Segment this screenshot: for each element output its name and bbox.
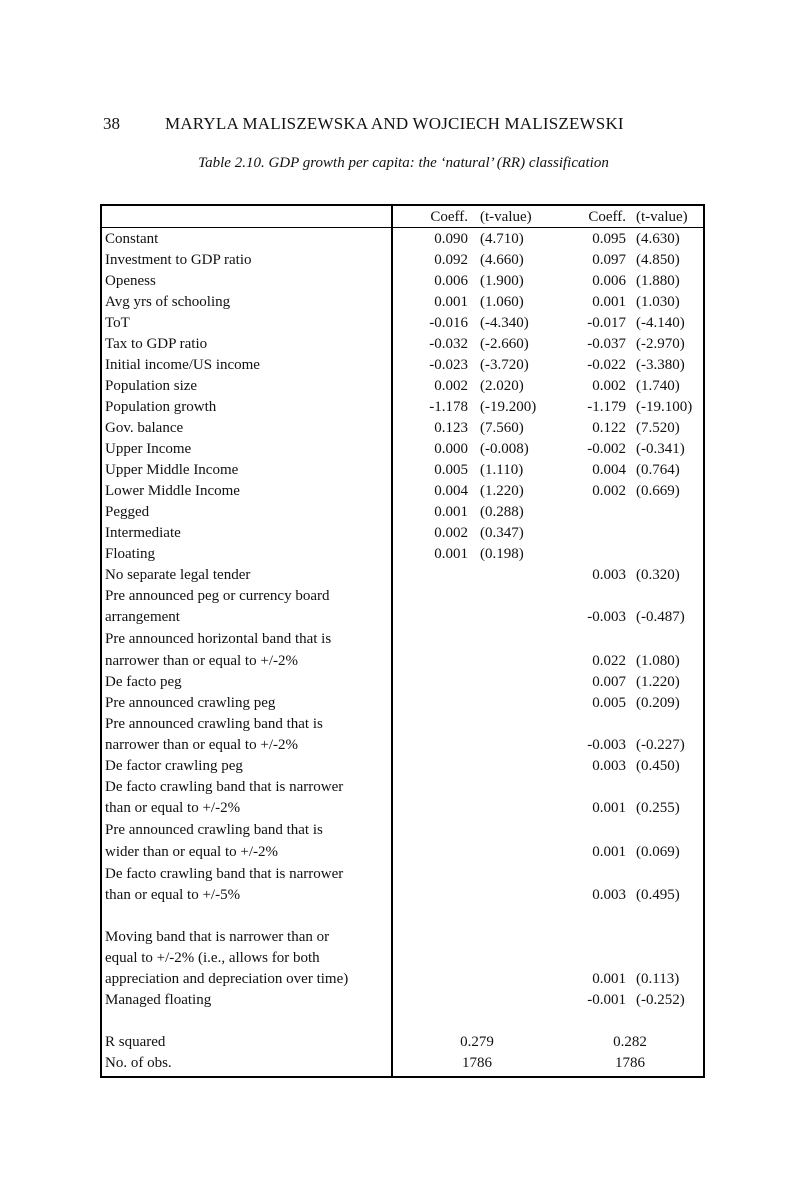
row-label: Pre announced peg or currency board: [105, 588, 330, 604]
row-label: De facto crawling band that is narrower: [105, 779, 344, 795]
tvalue-cell-1: (-3.720): [480, 357, 529, 373]
table-row: [102, 483, 703, 504]
coeff-cell-2: 0.007: [592, 674, 626, 690]
table-row: [102, 971, 703, 992]
table-row: [102, 653, 703, 674]
row-label: Pre announced crawling band that is: [105, 822, 323, 838]
regression-table: [100, 204, 705, 1078]
table-row: [102, 866, 703, 887]
table-row: [102, 546, 703, 567]
coeff-cell-1: -0.016: [429, 315, 468, 331]
stat-label: R squared: [105, 1034, 166, 1050]
coeff-cell-2: 0.122: [592, 420, 626, 436]
stats-row: [102, 1055, 703, 1076]
col-header-coeff-1: Coeff.: [430, 209, 468, 225]
table-row: [102, 631, 703, 652]
stats-row: [102, 1034, 703, 1055]
tvalue-cell-2: (1.030): [636, 294, 680, 310]
table-row: [102, 336, 703, 357]
coeff-cell-1: 0.092: [434, 252, 468, 268]
tvalue-cell-2: (-19.100): [636, 399, 693, 415]
row-label: Investment to GDP ratio: [105, 252, 252, 268]
coeff-cell-1: 0.123: [434, 420, 468, 436]
table-row: [102, 992, 703, 1013]
table-row: [102, 420, 703, 441]
tvalue-cell-2: (-0.487): [636, 609, 685, 625]
table-row: [102, 844, 703, 865]
running-title: MARYLA MALISZEWSKA AND WOJCIECH MALISZEWSKI: [165, 114, 624, 133]
tvalue-cell-2: (4.630): [636, 231, 680, 247]
row-label: Tax to GDP ratio: [105, 336, 208, 352]
coeff-cell-2: -0.017: [587, 315, 626, 331]
tvalue-cell-1: (-2.660): [480, 336, 529, 352]
tvalue-cell-1: (4.660): [480, 252, 524, 268]
coeff-cell-2: 0.022: [592, 653, 626, 669]
table-row: [102, 950, 703, 971]
tvalue-cell-2: (0.255): [636, 800, 680, 816]
row-label: Pre announced crawling peg: [105, 695, 276, 711]
row-label: than or equal to +/-2%: [105, 800, 241, 816]
row-label: Managed floating: [105, 992, 212, 1008]
coeff-cell-1: -0.032: [429, 336, 468, 352]
tvalue-cell-2: (1.740): [636, 378, 680, 394]
row-label: Population size: [105, 378, 198, 394]
tvalue-cell-2: (0.764): [636, 462, 680, 478]
tvalue-cell-2: (4.850): [636, 252, 680, 268]
tvalue-cell-2: (1.880): [636, 273, 680, 289]
tvalue-cell-2: (0.450): [636, 758, 680, 774]
coeff-cell-1: 0.005: [434, 462, 468, 478]
table-row: [102, 737, 703, 758]
table-row: [102, 567, 703, 588]
coeff-cell-2: 0.005: [592, 695, 626, 711]
tvalue-cell-2: (0.209): [636, 695, 680, 711]
table-row: [102, 779, 703, 800]
page-number: 38: [103, 114, 120, 133]
tvalue-cell-1: (7.560): [480, 420, 524, 436]
row-label: Intermediate: [105, 525, 181, 541]
tvalue-cell-2: (0.320): [636, 567, 680, 583]
table-row: [102, 588, 703, 609]
row-label: Floating: [105, 546, 156, 562]
table-row: [102, 231, 703, 252]
tvalue-cell-2: (-2.970): [636, 336, 685, 352]
tvalue-cell-2: (0.495): [636, 887, 680, 903]
col-header-tvalue-1: (t-value): [480, 209, 532, 225]
row-label: ToT: [105, 315, 130, 331]
table-caption: Table 2.10. GDP growth per capita: the ‘natural’ (RR) classification: [198, 155, 609, 171]
row-label: wider than or equal to +/-2%: [105, 844, 278, 860]
tvalue-cell-2: (1.220): [636, 674, 680, 690]
table-row: [102, 758, 703, 779]
table-row: [102, 800, 703, 821]
stat-value-1: 1786: [462, 1055, 492, 1071]
tvalue-cell-1: (4.710): [480, 231, 524, 247]
coeff-cell-2: -0.037: [587, 336, 626, 352]
coeff-cell-2: 0.003: [592, 567, 626, 583]
table-row: [102, 378, 703, 399]
coeff-cell-2: 0.002: [592, 378, 626, 394]
coeff-cell-2: 0.003: [592, 758, 626, 774]
table-row: [102, 357, 703, 378]
table-row: [102, 525, 703, 546]
row-label: Upper Middle Income: [105, 462, 239, 478]
table-row: [102, 441, 703, 462]
coeff-cell-1: -0.023: [429, 357, 468, 373]
tvalue-cell-1: (-19.200): [480, 399, 537, 415]
tvalue-cell-2: (-0.341): [636, 441, 685, 457]
row-label: Constant: [105, 231, 159, 247]
row-label: narrower than or equal to +/-2%: [105, 737, 298, 753]
coeff-cell-2: -0.022: [587, 357, 626, 373]
tvalue-cell-2: (1.080): [636, 653, 680, 669]
tvalue-cell-1: (2.020): [480, 378, 524, 394]
table-row: [102, 887, 703, 908]
coeff-cell-2: -0.001: [587, 992, 626, 1008]
row-label: Moving band that is narrower than or: [105, 929, 330, 945]
table-row: [102, 294, 703, 315]
stat-label: No. of obs.: [105, 1055, 172, 1071]
coeff-cell-2: 0.001: [592, 800, 626, 816]
tvalue-cell-1: (0.198): [480, 546, 524, 562]
coeff-cell-2: 0.001: [592, 844, 626, 860]
tvalue-cell-1: (-0.008): [480, 441, 529, 457]
table-row: [102, 716, 703, 737]
coeff-cell-2: 0.001: [592, 971, 626, 987]
row-label: Initial income/US income: [105, 357, 260, 373]
coeff-cell-1: 0.001: [434, 504, 468, 520]
table-row: [102, 315, 703, 336]
tvalue-cell-2: (-4.140): [636, 315, 685, 331]
tvalue-cell-2: (0.113): [636, 971, 680, 987]
row-label: Pre announced crawling band that is: [105, 716, 323, 732]
tvalue-cell-1: (0.347): [480, 525, 524, 541]
stat-value-2: 1786: [615, 1055, 645, 1071]
tvalue-cell-2: (0.069): [636, 844, 680, 860]
coeff-cell-1: 0.001: [434, 294, 468, 310]
coeff-cell-1: 0.090: [434, 231, 468, 247]
tvalue-cell-2: (0.669): [636, 483, 680, 499]
tvalue-cell-2: (-0.227): [636, 737, 685, 753]
stat-value-2: 0.282: [613, 1034, 647, 1050]
row-label: Openess: [105, 273, 156, 289]
tvalue-cell-2: (-3.380): [636, 357, 685, 373]
row-label: De facto peg: [105, 674, 182, 690]
running-header: [103, 114, 663, 138]
coeff-cell-2: 0.006: [592, 273, 626, 289]
tvalue-cell-1: (1.110): [480, 462, 524, 478]
coeff-cell-1: 0.002: [434, 525, 468, 541]
row-label: Gov. balance: [105, 420, 184, 436]
coeff-cell-2: 0.002: [592, 483, 626, 499]
coeff-cell-1: 0.006: [434, 273, 468, 289]
row-label: Pre announced horizontal band that is: [105, 631, 332, 647]
coeff-cell-1: -1.178: [429, 399, 468, 415]
coeff-cell-1: 0.000: [434, 441, 468, 457]
table-row: [102, 674, 703, 695]
tvalue-cell-1: (1.900): [480, 273, 524, 289]
coeff-cell-1: 0.004: [434, 483, 468, 499]
tvalue-cell-1: (-4.340): [480, 315, 529, 331]
stat-value-1: 0.279: [460, 1034, 494, 1050]
tvalue-cell-2: (7.520): [636, 420, 680, 436]
table-row: [102, 695, 703, 716]
row-label: Upper Income: [105, 441, 192, 457]
col-header-coeff-2: Coeff.: [588, 209, 626, 225]
coeff-cell-2: -1.179: [587, 399, 626, 415]
table-row: [102, 504, 703, 525]
coeff-cell-2: 0.003: [592, 887, 626, 903]
coeff-cell-2: 0.097: [592, 252, 626, 268]
table-row: [102, 609, 703, 630]
table-row: [102, 399, 703, 420]
coeff-cell-2: 0.004: [592, 462, 626, 478]
row-label: appreciation and depreciation over time): [105, 971, 349, 987]
coeff-cell-2: -0.003: [587, 609, 626, 625]
row-label: Avg yrs of schooling: [105, 294, 231, 310]
row-label: than or equal to +/-5%: [105, 887, 241, 903]
col-header-tvalue-2: (t-value): [636, 209, 688, 225]
row-label: Lower Middle Income: [105, 483, 240, 499]
tvalue-cell-1: (1.060): [480, 294, 524, 310]
coeff-cell-2: 0.095: [592, 231, 626, 247]
coeff-cell-2: -0.003: [587, 737, 626, 753]
table-row: [102, 462, 703, 483]
row-label: De facto crawling band that is narrower: [105, 866, 344, 882]
table-row: [102, 252, 703, 273]
table-row: [102, 929, 703, 950]
coeff-cell-2: 0.001: [592, 294, 626, 310]
row-label: De factor crawling peg: [105, 758, 243, 774]
coeff-cell-1: 0.001: [434, 546, 468, 562]
row-label: Pegged: [105, 504, 150, 520]
row-label: narrower than or equal to +/-2%: [105, 653, 298, 669]
table-row: [102, 822, 703, 843]
tvalue-cell-1: (0.288): [480, 504, 524, 520]
tvalue-cell-2: (-0.252): [636, 992, 685, 1008]
coeff-cell-1: 0.002: [434, 378, 468, 394]
row-label: No separate legal tender: [105, 567, 251, 583]
table-row: [102, 273, 703, 294]
row-label: Population growth: [105, 399, 217, 415]
column-header-row: [102, 209, 703, 230]
row-label: arrangement: [105, 609, 180, 625]
coeff-cell-2: -0.002: [587, 441, 626, 457]
tvalue-cell-1: (1.220): [480, 483, 524, 499]
row-label: equal to +/-2% (i.e., allows for both: [105, 950, 320, 966]
